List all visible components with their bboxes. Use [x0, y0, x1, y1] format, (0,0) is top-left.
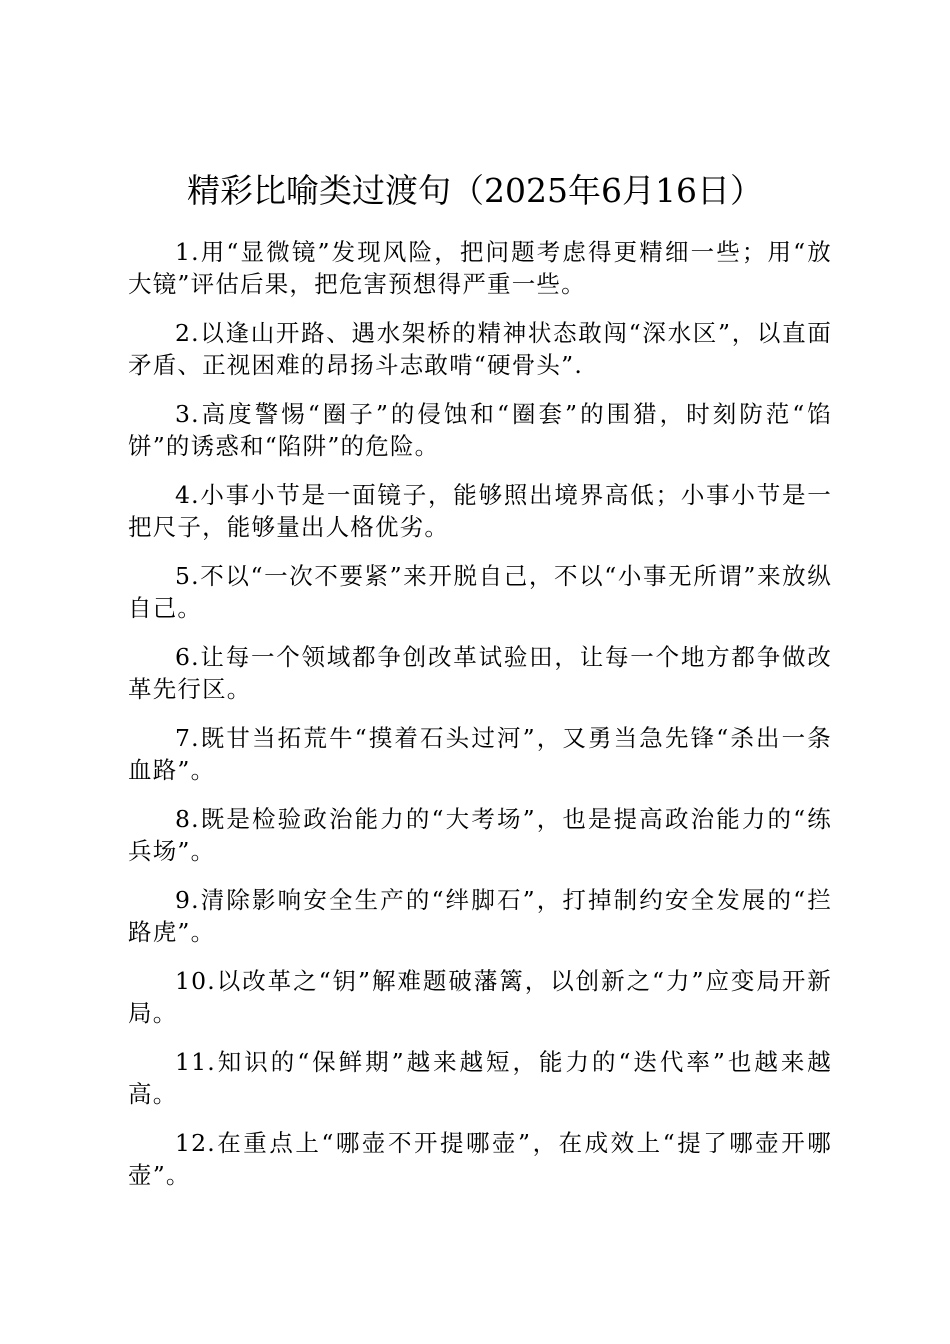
document-title: 精彩比喻类过渡句（2025年6月16日）: [187, 171, 763, 210]
list-item: 9.清除影响安全生产的“绊脚石”，打掉制约安全发展的“拦路虎”。: [128, 886, 832, 946]
item-list: [128, 236, 832, 1208]
list-item: 4.小事小节是一面镜子，能够照出境界高低；小事小节是一把尺子，能够量出人格优劣。: [128, 481, 832, 541]
list-item: 1.用“显微镜”发现风险，把问题考虑得更精细一些；用“放大镜”评估后果，把危害预想得严重一些。: [128, 238, 832, 298]
list-item: 10.以改革之“钥”解难题破藩篱，以创新之“力”应变局开新局。: [128, 967, 832, 1027]
list-item: 7.既甘当拓荒牛“摸着石头过河”，又勇当急先锋“杀出一条血路”。: [128, 724, 832, 784]
list-item: 2.以逢山开路、遇水架桥的精神状态敢闯“深水区”，以直面矛盾、正视困难的昂扬斗志敢啃“硬骨头”.: [128, 319, 832, 379]
list-item: 3.高度警惕“圈子”的侵蚀和“圈套”的围猎，时刻防范“馅饼”的诱惑和“陷阱”的危险。: [128, 400, 832, 460]
list-item: 8.既是检验政治能力的“大考场”，也是提高政治能力的“练兵场”。: [128, 805, 832, 865]
list-item: 5.不以“一次不要紧”来开脱自己，不以“小事无所谓”来放纵自己。: [128, 562, 832, 622]
list-item: 12.在重点上“哪壶不开提哪壶”，在成效上“提了哪壶开哪壶”。: [128, 1129, 832, 1189]
list-item: 6.让每一个领域都争创改革试验田，让每一个地方都争做改革先行区。: [128, 643, 832, 703]
list-item: 11.知识的“保鲜期”越来越短，能力的“迭代率”也越来越高。: [128, 1048, 832, 1108]
